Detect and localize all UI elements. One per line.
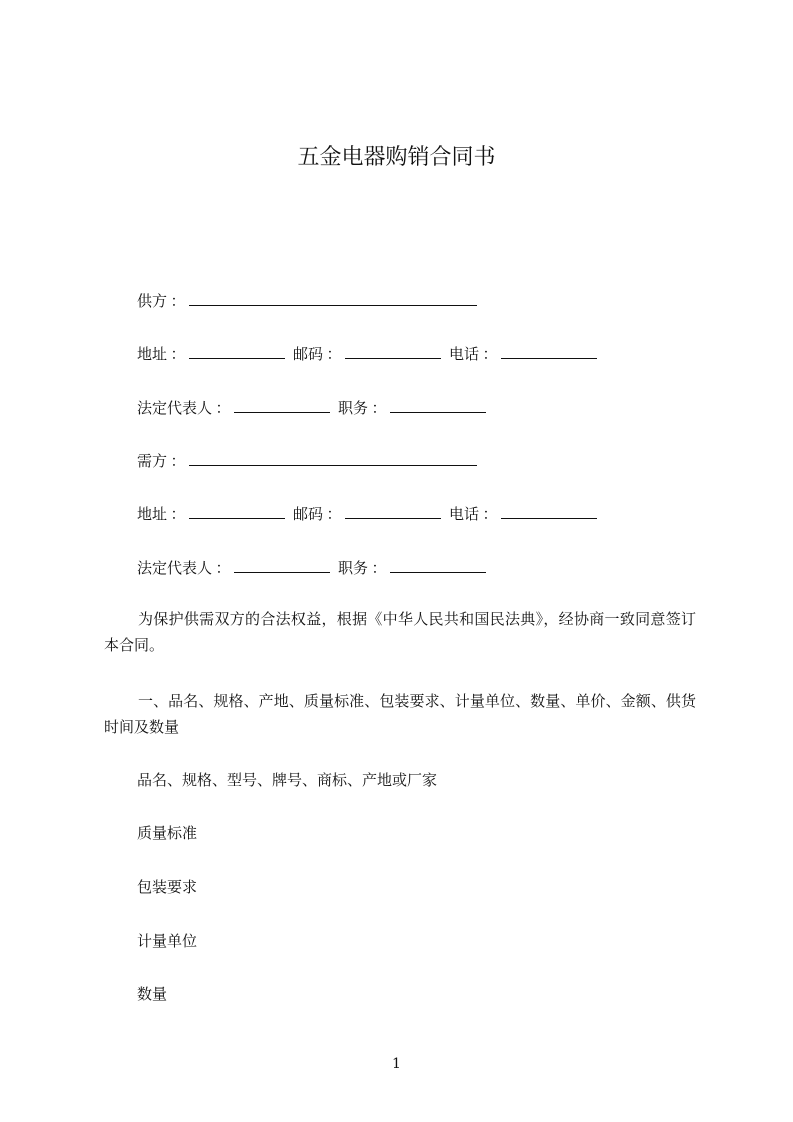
buyer-position-label: 职务 [338, 559, 369, 577]
supplier-position-blank[interactable] [390, 398, 486, 413]
buyer-phone-blank[interactable] [501, 504, 597, 519]
supplier-contact-line [137, 343, 597, 365]
buyer-address-label: 地址 [137, 505, 168, 523]
supplier-postcode-blank[interactable] [345, 344, 441, 359]
buyer-party-line [137, 450, 477, 472]
supplier-phone-blank[interactable] [501, 344, 597, 359]
colon: ： [170, 505, 186, 523]
supplier-name-blank[interactable] [189, 291, 477, 306]
colon: ： [326, 505, 342, 523]
buyer-position-blank[interactable] [390, 558, 486, 573]
supplier-phone-label: 电话 [449, 345, 480, 363]
buyer-legal-rep-label: 法定代表人 [137, 559, 213, 577]
supplier-party-line [137, 290, 477, 312]
intro-paragraph: 为保护供需双方的合法权益，根据《中华人民共和国民法典》，经协商一致同意签订本合同。 [104, 610, 696, 654]
supplier-legal-rep-label: 法定代表人 [137, 399, 213, 417]
buyer-legal-rep-blank[interactable] [234, 558, 330, 573]
buyer-party-label: 需方 [137, 452, 168, 470]
item-line: 计量单位 [137, 932, 198, 950]
supplier-position-label: 职务 [338, 399, 369, 417]
colon: ： [215, 559, 231, 577]
item-line: 品名、规格、型号、牌号、商标、产地或厂家 [137, 771, 438, 789]
colon: ： [482, 345, 498, 363]
item-line: 包装要求 [137, 878, 198, 896]
supplier-party-label: 供方 [137, 292, 168, 310]
buyer-name-blank[interactable] [189, 451, 477, 466]
item-line: 数量 [137, 985, 168, 1003]
supplier-address-label: 地址 [137, 345, 168, 363]
colon: ： [170, 345, 186, 363]
item-line: 质量标准 [137, 824, 198, 842]
section-1-heading: 一、品名、规格、产地、质量标准、包装要求、计量单位、数量、单价、金额、供货时间及数量 [104, 692, 696, 736]
supplier-address-blank[interactable] [189, 344, 285, 359]
supplier-legal-rep-blank[interactable] [234, 398, 330, 413]
buyer-address-blank[interactable] [189, 504, 285, 519]
document-title: 五金电器购销合同书 [297, 145, 496, 170]
buyer-phone-label: 电话 [449, 505, 480, 523]
colon: ： [215, 399, 231, 417]
buyer-postcode-blank[interactable] [345, 504, 441, 519]
buyer-postcode-label: 邮码 [293, 505, 324, 523]
supplier-rep-line [137, 397, 486, 419]
buyer-contact-line [137, 503, 597, 525]
colon: ： [170, 452, 186, 470]
page-number: 1 [392, 1056, 401, 1072]
supplier-postcode-label: 邮码 [293, 345, 324, 363]
colon: ： [482, 505, 498, 523]
colon: ： [170, 292, 186, 310]
colon: ： [371, 399, 387, 417]
colon: ： [326, 345, 342, 363]
buyer-rep-line [137, 557, 486, 579]
colon: ： [371, 559, 387, 577]
